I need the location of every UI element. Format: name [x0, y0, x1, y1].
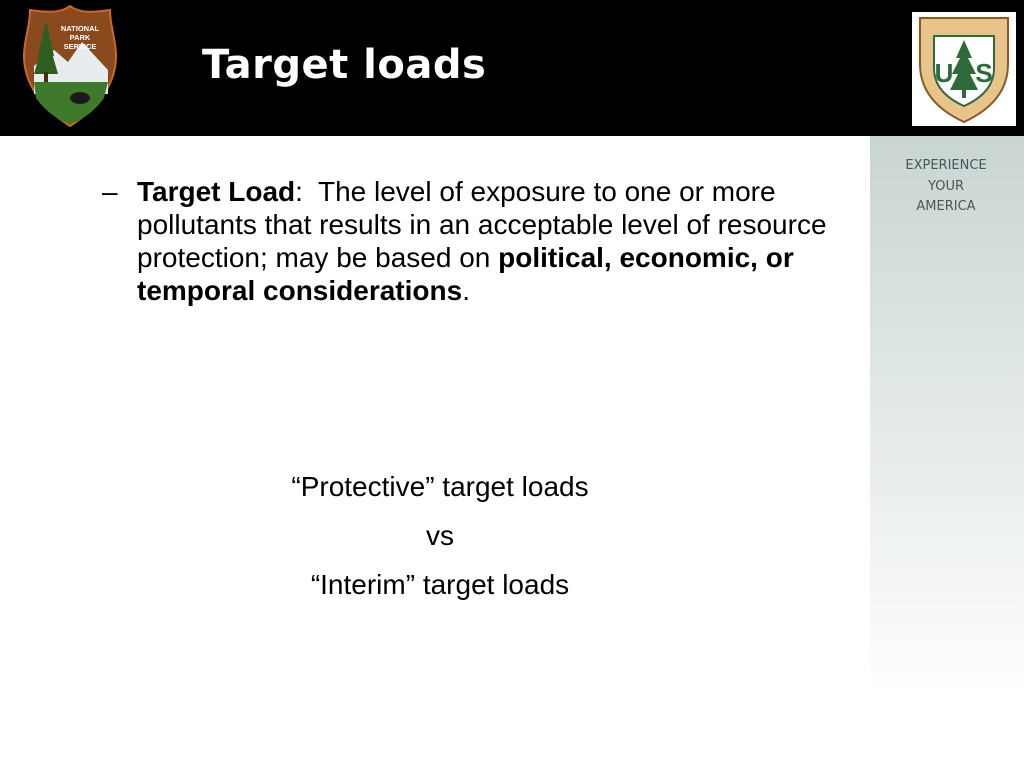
- forest-service-shield-icon: [912, 12, 1016, 126]
- fs-logo-letter-u: U: [934, 58, 954, 88]
- term-target-load: Target Load: [137, 176, 296, 207]
- header-bar: [0, 0, 1024, 136]
- sidebar-line-1: EXPERIENCE: [905, 158, 987, 173]
- protective-target-loads-line: “Protective” target loads: [291, 471, 589, 502]
- versus-line: vs: [426, 520, 454, 551]
- definition-text: The level of exposure to one or more pollutants that results in an acceptable level of resource protection; may be based on: [137, 176, 835, 273]
- nps-logo-line-3: SERVICE: [63, 42, 97, 51]
- nps-logo-line-2: PARK: [69, 33, 91, 42]
- definition-emphasis: political, economic, or temporal considerations: [137, 242, 794, 306]
- definition-ending: .: [462, 275, 470, 306]
- bullet-marker: –: [102, 176, 118, 207]
- sidebar-tagline: [870, 156, 1022, 218]
- nps-logo-line-1: NATIONAL: [60, 24, 100, 33]
- fs-logo-letter-s: S: [975, 58, 993, 88]
- target-load-definition: [137, 175, 835, 307]
- term-colon: :: [295, 176, 303, 207]
- sidebar-line-3: AMERICA: [916, 199, 976, 214]
- sidebar-line-2: YOUR: [927, 178, 964, 194]
- interim-target-loads-line: “Interim” target loads: [310, 569, 570, 600]
- experience-your-america-sidebar: [870, 136, 1024, 696]
- slide-title: Target loads: [202, 42, 487, 88]
- nps-arrowhead-icon: [20, 4, 120, 128]
